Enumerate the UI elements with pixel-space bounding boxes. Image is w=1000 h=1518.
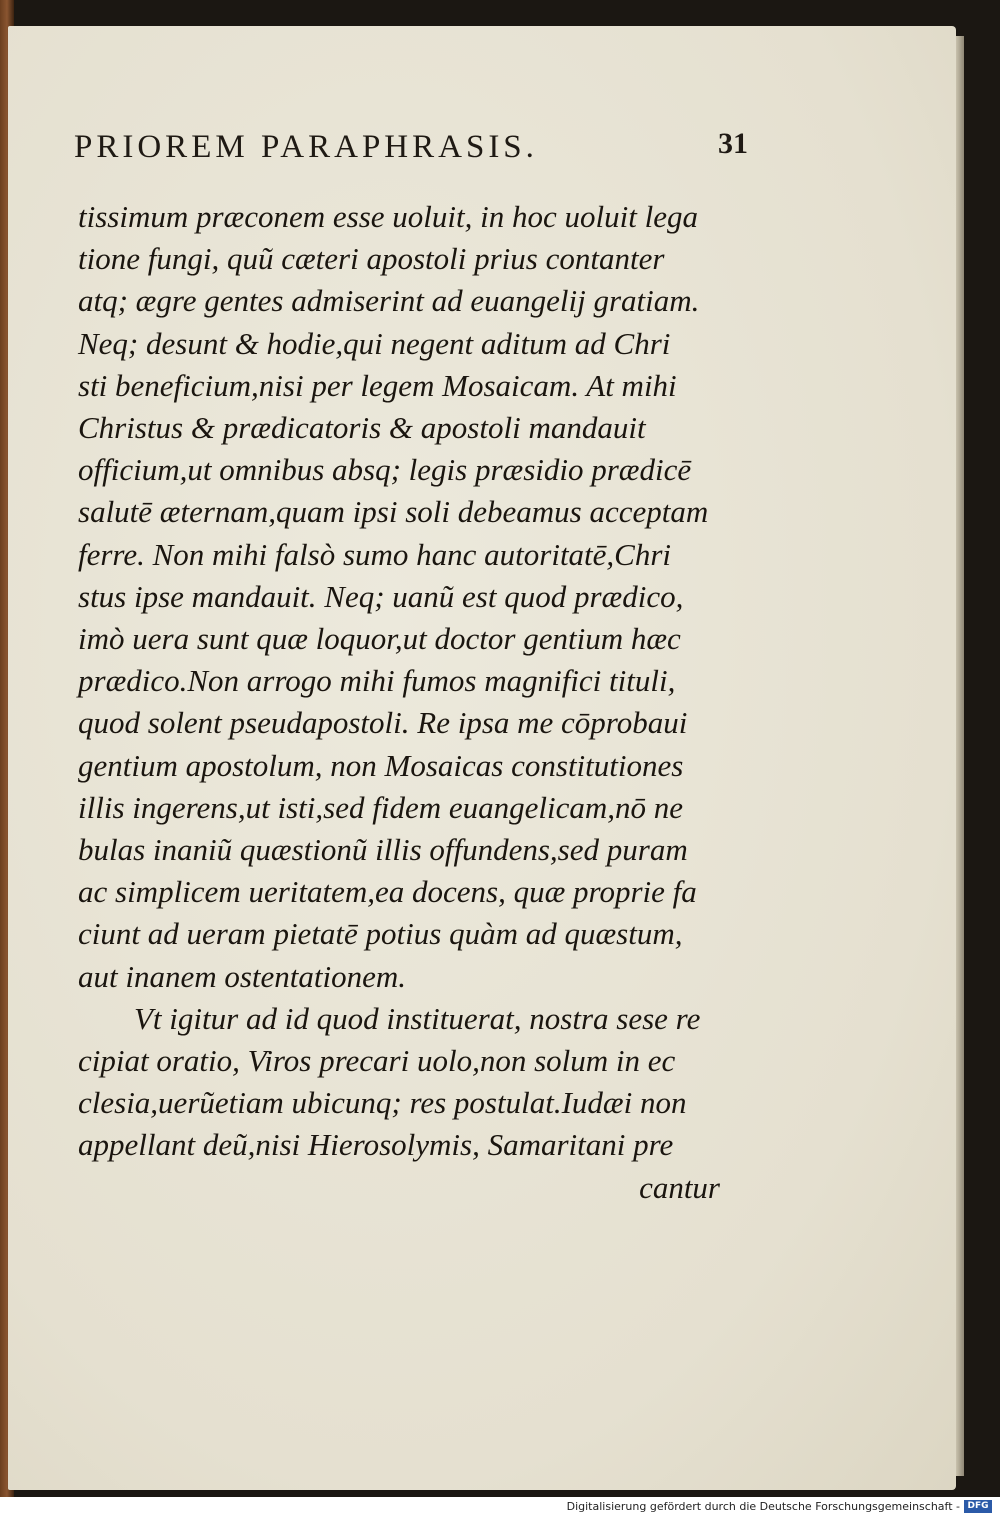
text-line: stus ipse mandauit. Neq; uanũ est quod prædico, (78, 578, 684, 614)
text-line: prædico.Non arrogo mihi fumos magnifici tituli, (78, 663, 676, 699)
text-line: tione fungi, quũ cæteri apostoli prius contanter (78, 241, 665, 277)
text-line: atq; ægre gentes admiserint ad euangelij gratiam. (78, 283, 700, 319)
text-line: Neq; desunt & hodie,qui negent aditum ad Chri (78, 325, 671, 361)
text-line: illis ingerens,ut isti,sed fidem euangelicam,nō ne (78, 789, 683, 825)
text-line: Christus & prædicatoris & apostoli mandauit (78, 410, 646, 446)
text-line: imò uera sunt quæ loquor,ut doctor gentium hæc (78, 621, 681, 657)
text-line: tissimum præconem esse uoluit, in hoc uoluit lega (78, 199, 698, 234)
footer-bar (0, 1497, 1000, 1518)
folio-number: 31 (718, 127, 748, 160)
text-line: gentium apostolum, non Mosaicas constitutiones (78, 747, 684, 783)
text-line: salutē æternam,quam ipsi soli debeamus acceptam (78, 494, 709, 530)
dfg-logo: DFG (964, 1500, 992, 1513)
text-line: appellant deũ,nisi Hierosolymis, Samaritani pre (78, 1127, 674, 1163)
text-line: ciunt ad ueram pietatē potius quàm ad quæstum, (78, 916, 683, 952)
text-line: quod solent pseudapostoli. Re ipsa me cōprobaui (78, 705, 688, 741)
text-line: bulas inaniũ quæstionũ illis offundens,sed puram (78, 832, 688, 868)
text-line: clesia,uerũetiam ubicunq; res postulat.Iudæi non (78, 1085, 687, 1121)
body-text (78, 196, 758, 1209)
text-line: sti beneficium,nisi per legem Mosaicam. At mihi (78, 367, 677, 403)
text-line: aut inanem ostentationem. (78, 958, 407, 994)
paragraph-first-line: Vt igitur ad id quod instituerat, nostra sese re (134, 1000, 701, 1036)
text-line: cipiat oratio, Viros precari uolo,non solum in ec (78, 1043, 676, 1079)
running-title: PRIOREM PARAPHRASIS. (74, 129, 538, 165)
text-line: officium,ut omnibus absq; legis præsidio prædicē (78, 452, 692, 488)
funding-credit: Digitalisierung gefördert durch die Deutsche Forschungsgemeinschaft - (566, 1500, 960, 1513)
book-page (8, 26, 956, 1490)
text-line: ferre. Non mihi falsò sumo hanc autoritatē,Chri (78, 536, 672, 572)
page-edge (956, 36, 964, 1476)
catchword: cantur (639, 1169, 720, 1205)
page-header (74, 121, 774, 171)
text-line: ac simplicem ueritatem,ea docens, quæ proprie fa (78, 874, 697, 910)
